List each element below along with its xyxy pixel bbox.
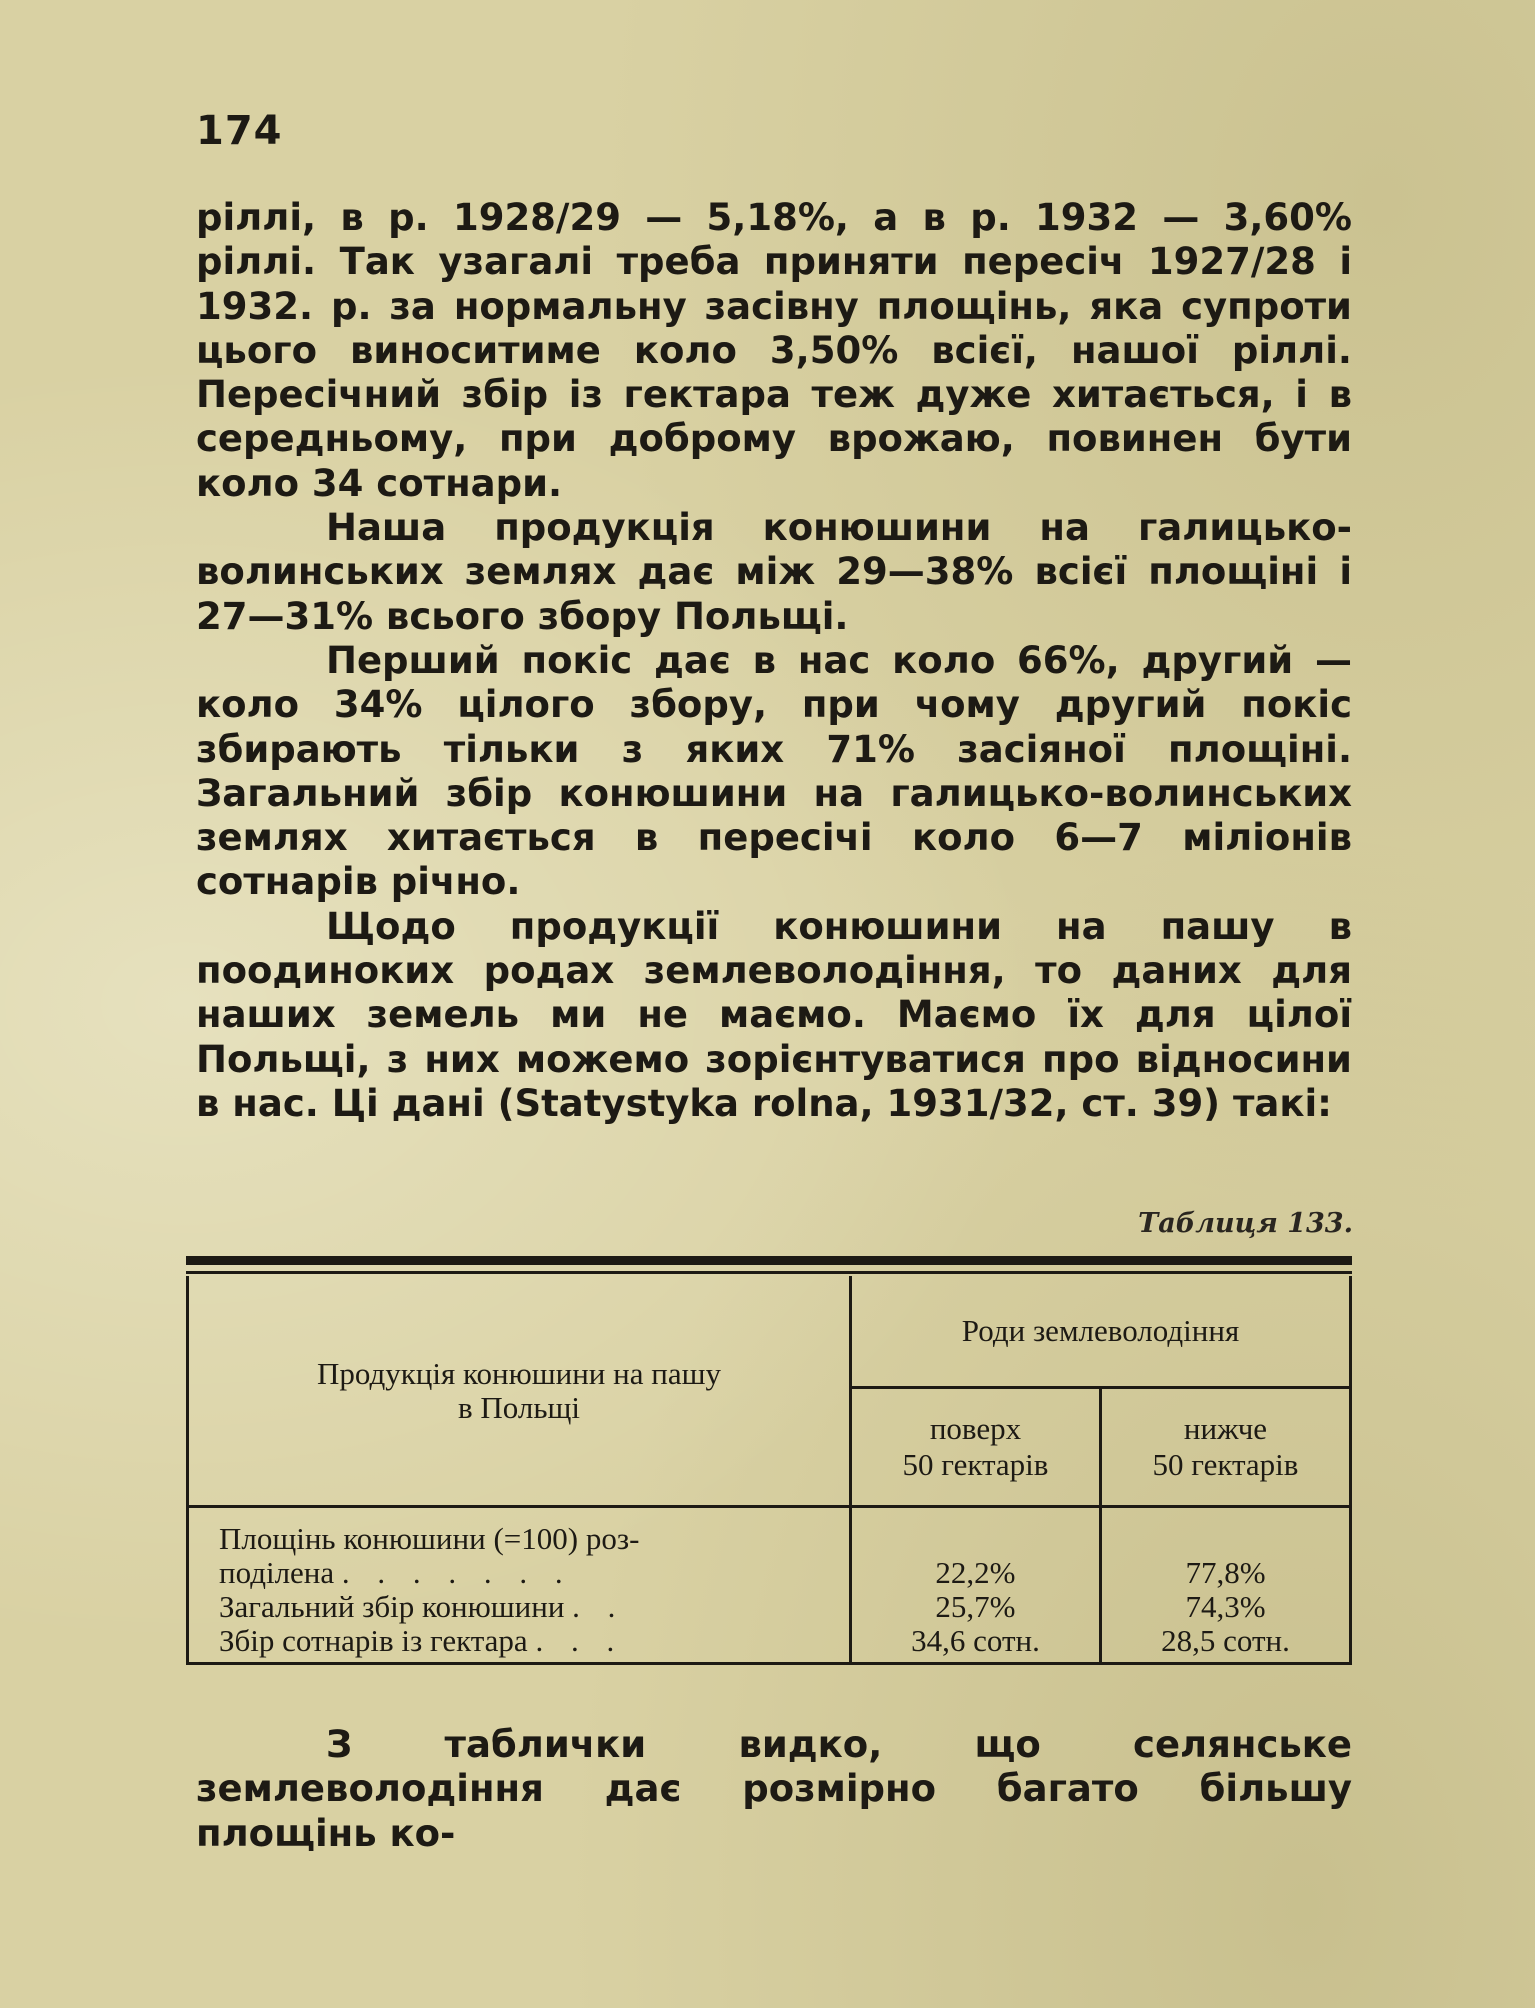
- row3-leader: . . .: [535, 1623, 625, 1658]
- table-row-labels: [188, 1507, 851, 1664]
- data-table-block: [186, 1256, 1352, 1666]
- table-top-rule: [186, 1256, 1352, 1265]
- body-text: [196, 196, 1352, 1126]
- row3-value-col2: 28,5 сотн.: [1161, 1623, 1290, 1658]
- paragraph-3: Перший покіс дає в нас коло 66%, другий — коло 34% цілого збору, при чому другий покіс збирають тільки з яких 71% засіяної площіні. Загальний збір конюшини на галицько-волинських землях хитається в пересічі коло 6—7 міліонів сотнарів річно.: [196, 638, 1352, 904]
- row1-label-line2: [219, 1556, 833, 1590]
- row1-value-col2: 77,8%: [1185, 1555, 1266, 1590]
- paragraph-4: Щодо продукції конюшини на пашу в поодиноких родах землеволодіння, то даних для наших земель ми не маємо. Маємо їх для цілої Польщі, з них можемо зорієнтуватися про відносини в нас. Ці дані (Statystyka rolna, 1931/32, ст. 39) такі:: [196, 904, 1352, 1125]
- paragraph-5: З таблички видко, що селянське землеволодіння дає розмірно багато більшу площінь ко-: [196, 1723, 1352, 1855]
- table-header-col1-line1: поверх: [929, 1411, 1022, 1446]
- table-header-col1-line2: 50 гектарів: [902, 1447, 1049, 1482]
- table-header-col1: [850, 1388, 1100, 1507]
- row2-value-col2: 74,3%: [1185, 1589, 1266, 1624]
- table-header-col2-line2: 50 гектарів: [1152, 1447, 1299, 1482]
- row3-label-text: Збір сотнарів із гектара: [219, 1623, 528, 1658]
- row1-label-line1: Площінь конюшини (=100) роз-: [219, 1521, 640, 1556]
- table-header-main: [188, 1276, 851, 1507]
- row2-label: [219, 1590, 833, 1624]
- row2-value-col1: 25,7%: [935, 1589, 1016, 1624]
- row2-label-text: Загальний збір конюшини: [219, 1589, 565, 1624]
- table-header-col2-line1: нижче: [1183, 1411, 1268, 1446]
- table-header-main-line1: Продукція конюшини на пашу: [316, 1355, 721, 1391]
- table-header-group: Роди землеволодіння: [850, 1276, 1350, 1388]
- row1-value-col1: 22,2%: [935, 1555, 1016, 1590]
- table-col1-values: [850, 1507, 1100, 1664]
- table-body-row: [188, 1507, 1351, 1664]
- paragraph-2: Наша продукція конюшини на галицько-волинських землях дає між 29—38% всієї площіні і 27—31% всього збору Польщі.: [196, 506, 1352, 638]
- row1-label-text: поділена: [219, 1555, 335, 1590]
- row1-leader: . . . . . . .: [341, 1555, 573, 1590]
- page-number: 174: [196, 108, 283, 154]
- body-text-after-table: [196, 1723, 1352, 1856]
- table-header-main-line2: в Польщі: [458, 1389, 580, 1425]
- table-top-rule-thin: [186, 1271, 1352, 1274]
- row2-leader: . .: [572, 1589, 626, 1624]
- row3-label: [219, 1624, 833, 1658]
- row3-value-col1: 34,6 сотн.: [911, 1623, 1040, 1658]
- data-table: [186, 1276, 1352, 1665]
- table-col2-values: [1100, 1507, 1350, 1664]
- table-header-col2: [1100, 1388, 1350, 1507]
- table-caption: Таблиця 133.: [1138, 1208, 1353, 1239]
- paragraph-1: ріллі, в р. 1928/29 — 5,18%, а в р. 1932 — 3,60% ріллі. Так узагалі треба приняти пересіч 1927/28 і 1932. р. за нормальну засівну площінь, яка супроти цього виноситиме коло 3,50% всієї, нашої ріллі. Пересічний збір із гектара теж дуже хитається, і в середньому, при доброму врожаю, повинен бути коло 34 сотнари.: [196, 196, 1352, 505]
